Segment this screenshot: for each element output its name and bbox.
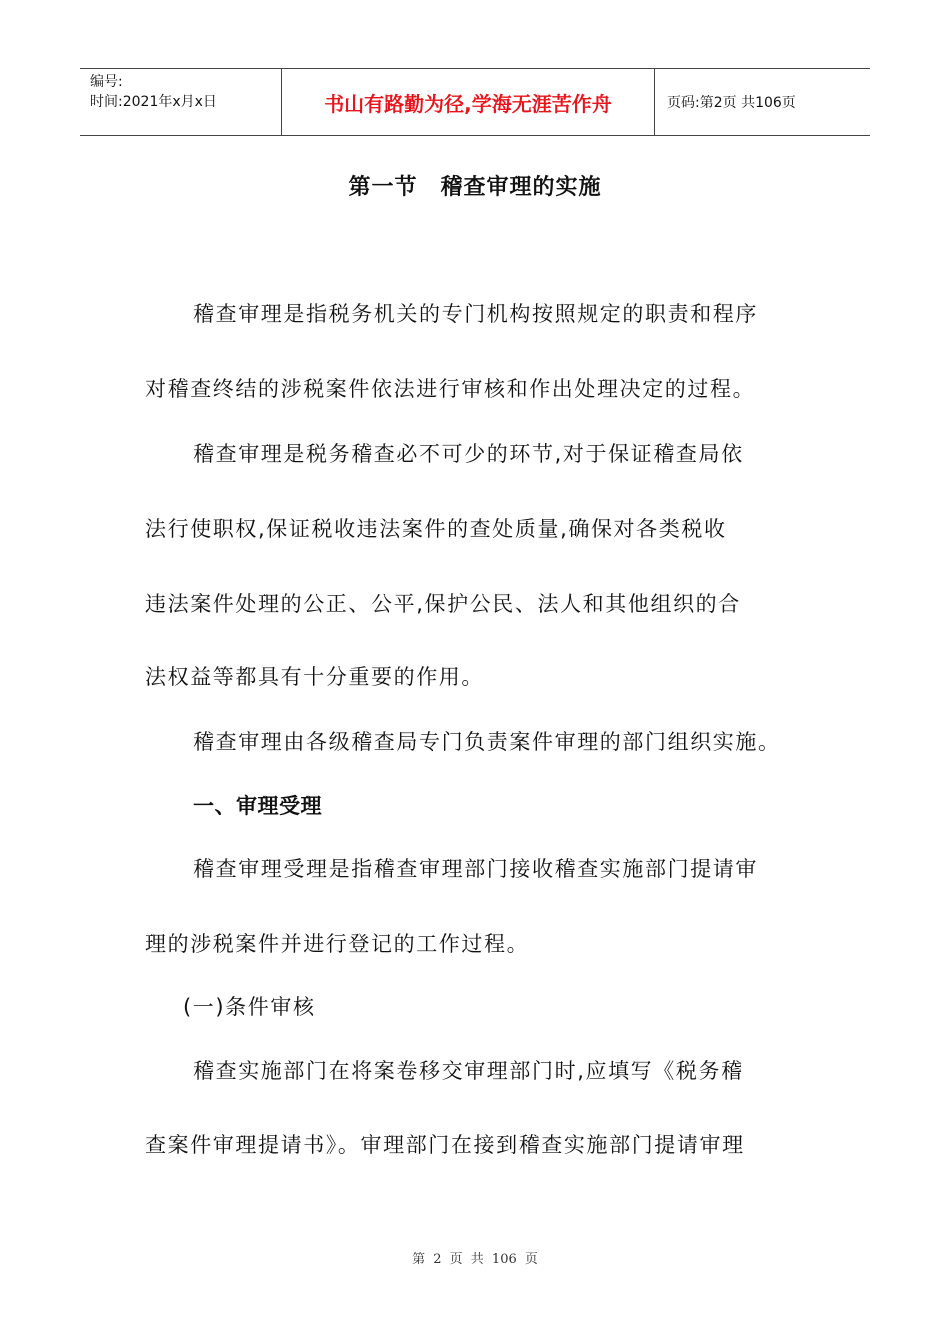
paragraph-line: 法行使职权,保证税收违法案件的查处质量,确保对各类税收 xyxy=(145,517,727,541)
page-header xyxy=(80,68,870,136)
document-date-label: 时间:2021年x月x日 xyxy=(90,94,217,110)
paragraph-line: 稽查审理受理是指稽查审理部门接收稽查实施部门提请审 xyxy=(193,857,758,881)
paragraph-line: 查案件审理提请书》。审理部门在接到稽查实施部门提请审理 xyxy=(145,1133,745,1157)
header-motto: 书山有路勤为径,学海无涯苦作舟 xyxy=(282,69,655,135)
paragraph-line: 稽查审理由各级稽查局专门负责案件审理的部门组织实施。 xyxy=(193,730,781,754)
sub-item-heading: (一)条件审核 xyxy=(183,995,316,1019)
header-meta-cell xyxy=(80,69,282,135)
subsection-heading: 一、审理受理 xyxy=(193,794,322,818)
paragraph-line: 理的涉税案件并进行登记的工作过程。 xyxy=(145,932,530,956)
paragraph-line: 稽查审理是指税务机关的专门机构按照规定的职责和程序 xyxy=(193,302,758,326)
paragraph-line: 稽查实施部门在将案卷移交审理部门时,应填写《税务稽 xyxy=(193,1059,744,1083)
header-page-code: 页码:第2页 共106页 xyxy=(667,95,796,111)
paragraph-line: 稽查审理是税务稽查必不可少的环节,对于保证稽查局依 xyxy=(193,442,744,466)
section-title-text: 第一节 稽查审理的实施 xyxy=(348,175,602,200)
paragraph-line: 违法案件处理的公正、公平,保护公民、法人和其他组织的合 xyxy=(145,592,741,616)
section-title xyxy=(0,170,950,201)
document-number-label: 编号: xyxy=(90,74,123,90)
paragraph-line: 法权益等都具有十分重要的作用。 xyxy=(145,665,484,689)
paragraph-line: 对稽查终结的涉税案件依法进行审核和作出处理决定的过程。 xyxy=(145,377,756,401)
page-footer: 第 2 页 共 106 页 xyxy=(412,1252,538,1267)
